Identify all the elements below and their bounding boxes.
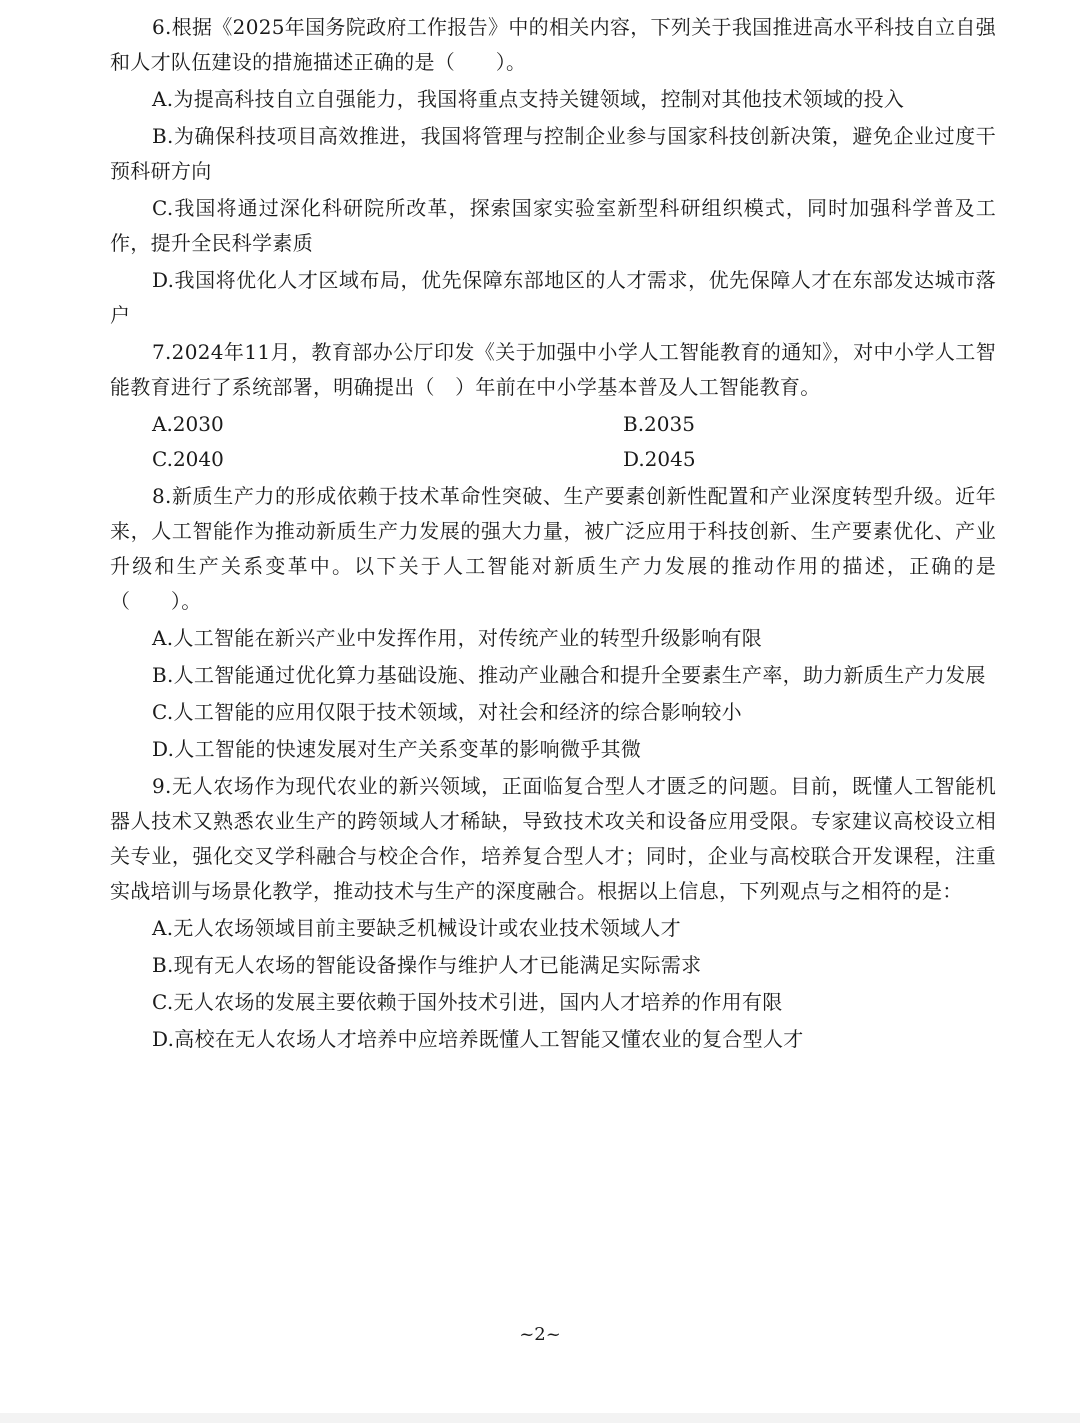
option-b: B.现有无人农场的智能设备操作与维护人才已能满足实际需求 — [152, 953, 702, 977]
option-a: A.人工智能在新兴产业中发挥作用，对传统产业的转型升级影响有限 — [152, 626, 763, 650]
option-a: A.无人农场领域目前主要缺乏机械设计或农业技术领域人才 — [152, 916, 681, 940]
exam-page — [110, 10, 996, 1059]
question-stem: 6.根据《2025年国务院政府工作报告》中的相关内容，下列关于我国推进高水平科技自立自强和人才队伍建设的措施描述正确的是（ ）。 — [110, 15, 996, 74]
question-9 — [110, 769, 996, 1057]
option-d: D.2045 — [623, 447, 696, 471]
option-a: A.2030 — [152, 412, 224, 436]
option-c: C.无人农场的发展主要依赖于国外技术引进，国内人才培养的作用有限 — [152, 990, 783, 1014]
option-b: B.人工智能通过优化算力基础设施、推动产业融合和提升全要素生产率，助力新质生产力发展 — [152, 663, 986, 687]
option-a: A.为提高科技自立自强能力，我国将重点支持关键领域，控制对其他技术领域的投入 — [152, 87, 905, 111]
option-b: B.为确保科技项目高效推进，我国将管理与控制企业参与国家科技创新决策，避免企业过度干预科研方向 — [110, 124, 996, 183]
question-stem: 9.无人农场作为现代农业的新兴领域，正面临复合型人才匮乏的问题。目前，既懂人工智能机器人技术又熟悉农业生产的跨领域人才稀缺，导致技术攻关和设备应用受限。专家建议高校设立相关专业，强化交叉学科融合与校企合作，培养复合型人才；同时，企业与高校联合开发课程，注重实战培训与场景化教学，推动技术与生产的深度融合。根据以上信息，下列观点与之相符的是： — [110, 774, 996, 903]
option-d: D.高校在无人农场人才培养中应培养既懂人工智能又懂农业的复合型人才 — [152, 1027, 804, 1051]
page-number: ~2~ — [519, 1324, 561, 1345]
question-6 — [110, 10, 996, 333]
option-c: C.我国将通过深化科研院所改革，探索国家实验室新型科研组织模式，同时加强科学普及工作，提升全民科学素质 — [110, 196, 996, 255]
question-8 — [110, 479, 996, 767]
question-stem: 7.2024年11月，教育部办公厅印发《关于加强中小学人工智能教育的通知》，对中小学人工智能教育进行了系统部署，明确提出（ ）年前在中小学基本普及人工智能教育。 — [110, 340, 996, 399]
question-7 — [110, 335, 996, 477]
option-d: D.人工智能的快速发展对生产关系变革的影响微乎其微 — [152, 737, 642, 761]
bottom-divider — [0, 1413, 1080, 1423]
option-grid — [110, 407, 996, 477]
option-c: C.人工智能的应用仅限于技术领域，对社会和经济的综合影响较小 — [152, 700, 742, 724]
option-d: D.我国将优化人才区域布局，优先保障东部地区的人才需求，优先保障人才在东部发达城市落户 — [110, 268, 996, 327]
option-b: B.2035 — [623, 412, 695, 436]
option-c: C.2040 — [152, 447, 224, 471]
question-stem: 8.新质生产力的形成依赖于技术革命性突破、生产要素创新性配置和产业深度转型升级。近年来，人工智能作为推动新质生产力发展的强大力量，被广泛应用于科技创新、生产要素优化、产业升级和生产关系变革中。以下关于人工智能对新质生产力发展的推动作用的描述，正确的是（ ）。 — [110, 484, 996, 613]
